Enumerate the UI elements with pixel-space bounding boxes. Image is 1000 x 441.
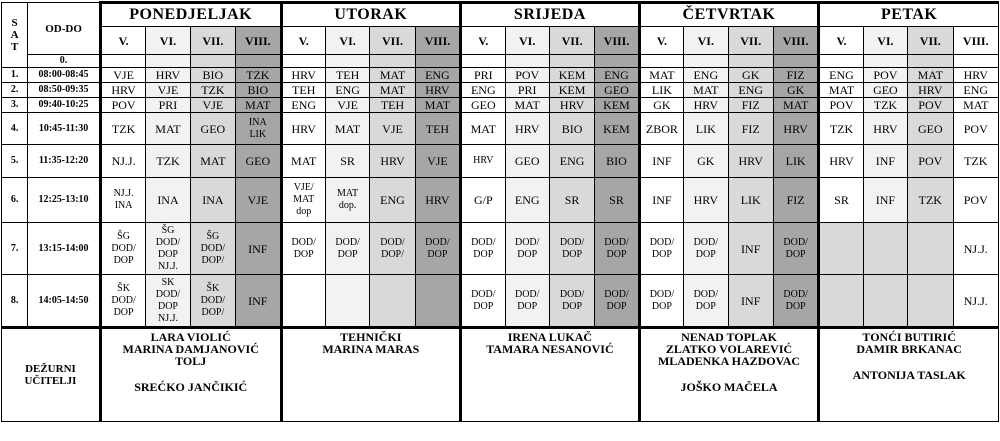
subject-cell: DOD/ DOP	[684, 223, 728, 275]
subject-cell	[325, 275, 369, 328]
subject-cell: VJE	[415, 145, 460, 178]
subject-cell: TEH	[281, 83, 325, 98]
subject-cell: TEH	[370, 98, 415, 113]
subject-cell: MAT	[773, 98, 818, 113]
subject-cell: GEO	[236, 145, 281, 178]
subject-cell: HRV	[505, 113, 549, 145]
period-header: VII.	[908, 27, 953, 55]
period-header: VIII.	[773, 27, 818, 55]
period-number: 3.	[2, 98, 28, 113]
period-number: 8.	[2, 275, 28, 328]
duty-teachers-names: LARA VIOLIĆ MARINA DAMJANOVIĆ TOLJ	[122, 330, 259, 368]
subject-cell: FIZ	[773, 68, 818, 83]
timetable-row	[2, 68, 999, 83]
period-time: 09:40-10:25	[28, 98, 101, 113]
period-time: 10:45-11:30	[28, 113, 101, 145]
period-number: 5.	[2, 145, 28, 178]
subject-cell: TZK	[863, 98, 907, 113]
period-number: 6.	[2, 178, 28, 223]
subject-cell: ENG	[595, 68, 639, 83]
subject-cell: MAT	[953, 98, 999, 113]
day-thursday: ČETVRTAK	[639, 3, 819, 27]
subject-cell	[728, 55, 773, 68]
subject-cell: DOD/ DOP	[639, 223, 683, 275]
subject-cell: BIO	[595, 145, 639, 178]
subject-cell: MAT	[415, 98, 460, 113]
subject-cell: ENG	[953, 83, 999, 98]
subject-cell: SR	[325, 145, 369, 178]
subject-cell: MAT	[370, 83, 415, 98]
period-header: VII.	[190, 27, 235, 55]
subject-cell: KEM	[549, 83, 594, 98]
duty-teachers-names: TONĆI BUTIRIĆ DAMIR BRKANAC	[856, 330, 962, 356]
duty-teachers-cell	[100, 328, 281, 422]
subject-cell: ENG	[819, 68, 863, 83]
duty-teachers-cell	[281, 328, 461, 422]
subject-cell: MAT	[325, 113, 369, 145]
period-header: V.	[281, 27, 325, 55]
period-time: 13:15-14:00	[28, 223, 101, 275]
subject-cell	[595, 55, 639, 68]
subject-cell: POV	[953, 178, 999, 223]
period-number: 7.	[2, 223, 28, 275]
subject-cell	[325, 55, 369, 68]
subject-cell: GEO	[908, 113, 953, 145]
subject-cell: GK	[639, 98, 683, 113]
duty-teachers-cell	[639, 328, 819, 422]
day-friday: PETAK	[819, 3, 999, 27]
duty-teacher-extra: SREĆKO JANČIKIĆ	[134, 380, 248, 394]
period-time: 11:35-12:20	[28, 145, 101, 178]
subject-cell	[639, 55, 683, 68]
subject-cell: HRV	[461, 145, 505, 178]
timetable-row	[2, 178, 999, 223]
subject-cell: INF	[236, 223, 281, 275]
duty-teachers-names: IRENA LUKAČ TAMARA NESANOVIĆ	[486, 330, 614, 356]
subject-cell: POV	[100, 98, 145, 113]
subject-cell	[819, 223, 863, 275]
timetable-row	[2, 55, 999, 68]
subject-cell: DOD/ DOP	[773, 223, 818, 275]
subject-cell: PRI	[505, 83, 549, 98]
subject-cell: HRV	[415, 83, 460, 98]
subject-cell: TZK	[190, 83, 235, 98]
subject-cell: ENG	[728, 83, 773, 98]
subject-cell	[370, 275, 415, 328]
subject-cell: HRV	[146, 68, 190, 83]
subject-cell: HRV	[863, 113, 907, 145]
subject-cell: TZK	[908, 178, 953, 223]
subject-cell: HRV	[100, 83, 145, 98]
subject-cell: INA LIK	[236, 113, 281, 145]
subject-cell	[908, 55, 953, 68]
subject-cell	[908, 223, 953, 275]
subject-cell: DOD/ DOP	[415, 223, 460, 275]
subject-cell	[505, 55, 549, 68]
subject-cell: DOD/ DOP	[595, 275, 639, 328]
subject-cell	[863, 223, 907, 275]
subject-cell: HRV	[728, 145, 773, 178]
subject-cell: TZK	[819, 113, 863, 145]
subject-cell: LIK	[773, 145, 818, 178]
subject-cell: HRV	[908, 83, 953, 98]
duty-teachers-cell	[819, 328, 999, 422]
subject-cell	[549, 55, 594, 68]
subject-cell: BIO	[549, 113, 594, 145]
subject-cell: ŠG DOD/ DOP	[100, 223, 145, 275]
subject-cell: POV	[908, 98, 953, 113]
subject-cell: ENG	[505, 178, 549, 223]
timetable-row	[2, 223, 999, 275]
subject-cell: MAT	[684, 83, 728, 98]
subject-cell: DOD/ DOP	[505, 223, 549, 275]
subject-cell	[461, 55, 505, 68]
subject-cell: INA	[146, 178, 190, 223]
subject-cell: HRV	[370, 145, 415, 178]
subject-cell: DOD/ DOP	[549, 223, 594, 275]
subject-cell: ENG	[325, 83, 369, 98]
period-number: 1.	[2, 68, 28, 83]
subject-cell: GEO	[190, 113, 235, 145]
subject-cell: DOD/ DOP/	[370, 223, 415, 275]
subject-cell: VJE	[325, 98, 369, 113]
subject-cell: INA	[190, 178, 235, 223]
subject-cell: MAT	[190, 145, 235, 178]
subject-cell: INF	[639, 178, 683, 223]
subject-cell	[281, 55, 325, 68]
period-header: VI.	[505, 27, 549, 55]
subject-cell	[190, 55, 235, 68]
period-header: V.	[819, 27, 863, 55]
subject-cell: LIK	[639, 83, 683, 98]
period-header: VII.	[549, 27, 594, 55]
subject-cell: MAT	[281, 145, 325, 178]
subject-cell: MAT	[370, 68, 415, 83]
subject-cell: NJ.J.	[953, 223, 999, 275]
subject-cell: GK	[684, 145, 728, 178]
duty-teacher-extra: ANTONIJA TASLAK	[852, 368, 966, 382]
subject-cell: VJE	[236, 178, 281, 223]
subject-cell: INF	[728, 223, 773, 275]
subject-cell	[281, 275, 325, 328]
subject-cell: INF	[728, 275, 773, 328]
subject-cell: DOD/ DOP	[281, 223, 325, 275]
day-monday: PONEDJELJAK	[100, 3, 281, 27]
subject-cell: DOD/ DOP	[773, 275, 818, 328]
period-header: VI.	[146, 27, 190, 55]
subject-cell: TEH	[415, 113, 460, 145]
subject-cell: INF	[236, 275, 281, 328]
duty-teachers-label: DEŽURNI UČITELJI	[2, 328, 101, 422]
subject-cell	[863, 275, 907, 328]
subject-cell	[863, 55, 907, 68]
subject-cell: PRI	[146, 98, 190, 113]
period-time: 12:25-13:10	[28, 178, 101, 223]
subject-cell: GEO	[863, 83, 907, 98]
subject-cell: POV	[819, 98, 863, 113]
subject-cell: FIZ	[728, 98, 773, 113]
subject-cell: VJE	[190, 98, 235, 113]
subject-cell: KEM	[549, 68, 594, 83]
subject-cell: SR	[595, 178, 639, 223]
period-header: VII.	[728, 27, 773, 55]
subject-cell: INF	[863, 145, 907, 178]
period-header: VI.	[863, 27, 907, 55]
subject-cell	[415, 275, 460, 328]
period-number: 2.	[2, 83, 28, 98]
subject-cell: DOD/ DOP	[461, 275, 505, 328]
subject-cell: FIZ	[773, 178, 818, 223]
subject-cell: DOD/ DOP	[684, 275, 728, 328]
subject-cell: KEM	[595, 98, 639, 113]
timetable	[1, 1, 999, 422]
period-header: V.	[100, 27, 145, 55]
period-header: VIII.	[236, 27, 281, 55]
subject-cell: ENG	[461, 83, 505, 98]
subject-cell: LIK	[684, 113, 728, 145]
duty-teachers-names: TEHNIČKI MARINA MARAS	[322, 330, 420, 356]
subject-cell: SK DOD/ DOP NJ.J.	[146, 275, 190, 328]
subject-cell	[908, 275, 953, 328]
subject-cell: VJE	[370, 113, 415, 145]
subject-cell: NJ.J. INA	[100, 178, 145, 223]
period-header: VIII.	[595, 27, 639, 55]
subject-cell: NJ.J.	[953, 275, 999, 328]
subject-cell: MAT	[819, 83, 863, 98]
subject-cell: HRV	[684, 98, 728, 113]
subject-cell: MAT dop.	[325, 178, 369, 223]
subject-cell: ŠK DOD/ DOP	[100, 275, 145, 328]
day-wednesday: SRIJEDA	[461, 3, 640, 27]
duty-teachers-cell	[461, 328, 640, 422]
subject-cell: TZK	[100, 113, 145, 145]
subject-cell: DOD/ DOP	[325, 223, 369, 275]
timetable-row	[2, 83, 999, 98]
subject-cell	[953, 55, 999, 68]
subject-cell: MAT	[639, 68, 683, 83]
subject-cell: POV	[908, 145, 953, 178]
subject-cell: DOD/ DOP	[549, 275, 594, 328]
subject-cell: GEO	[505, 145, 549, 178]
timetable-row	[2, 145, 999, 178]
period-number: 0.	[28, 55, 101, 68]
subject-cell: MAT	[908, 68, 953, 83]
subject-cell: SR	[819, 178, 863, 223]
subject-cell: ZBOR	[639, 113, 683, 145]
period-time: 14:05-14:50	[28, 275, 101, 328]
subject-cell	[684, 55, 728, 68]
subject-cell: HRV	[773, 113, 818, 145]
period-header: VIII.	[415, 27, 460, 55]
subject-cell: DOD/ DOP	[639, 275, 683, 328]
subject-cell: TZK	[953, 145, 999, 178]
subject-cell: VJE/ MAT dop	[281, 178, 325, 223]
subject-cell: TEH	[325, 68, 369, 83]
subject-cell: POV	[863, 68, 907, 83]
period-header: VI.	[325, 27, 369, 55]
subject-cell: BIO	[236, 83, 281, 98]
period-header: V.	[461, 27, 505, 55]
subject-cell: GEO	[461, 98, 505, 113]
day-tuesday: UTORAK	[281, 3, 461, 27]
subject-cell: ENG	[370, 178, 415, 223]
period-time: 08:00-08:45	[28, 68, 101, 83]
subject-cell: HRV	[281, 113, 325, 145]
period-header: VIII.	[953, 27, 999, 55]
subject-cell: POV	[505, 68, 549, 83]
subject-cell	[819, 275, 863, 328]
period-time: 08:50-09:35	[28, 83, 101, 98]
subject-cell: HRV	[281, 68, 325, 83]
subject-cell: ENG	[549, 145, 594, 178]
sat-header: S A T	[2, 3, 28, 68]
subject-cell: POV	[953, 113, 999, 145]
subject-cell: BIO	[190, 68, 235, 83]
subject-cell: ENG	[281, 98, 325, 113]
subject-cell	[100, 55, 145, 68]
subject-cell: DOD/ DOP	[461, 223, 505, 275]
subject-cell	[819, 55, 863, 68]
subject-cell: HRV	[549, 98, 594, 113]
subject-cell: MAT	[461, 113, 505, 145]
duty-teachers-names: NENAD TOPLAK ZLATKO VOLAREVIĆ MLADENKA HAZDOVAC	[657, 330, 801, 368]
timetable-row	[2, 275, 999, 328]
timetable-row	[2, 113, 999, 145]
subject-cell: INF	[639, 145, 683, 178]
subject-cell	[236, 55, 281, 68]
subject-cell: TZK	[146, 145, 190, 178]
subject-cell: HRV	[819, 145, 863, 178]
subject-cell: DOD/ DOP	[595, 223, 639, 275]
subject-cell: ENG	[415, 68, 460, 83]
subject-cell: G/P	[461, 178, 505, 223]
subject-cell: HRV	[684, 178, 728, 223]
subject-cell: GK	[773, 83, 818, 98]
subject-cell: TZK	[236, 68, 281, 83]
subject-cell: HRV	[953, 68, 999, 83]
subject-cell	[415, 55, 460, 68]
subject-cell: INF	[863, 178, 907, 223]
subject-cell: ENG	[684, 68, 728, 83]
subject-cell: FIZ	[728, 113, 773, 145]
subject-cell: NJ.J.	[100, 145, 145, 178]
subject-cell: MAT	[236, 98, 281, 113]
period-number: 4.	[2, 113, 28, 145]
subject-cell: SR	[549, 178, 594, 223]
subject-cell: MAT	[505, 98, 549, 113]
subject-cell: GEO	[595, 83, 639, 98]
subject-cell: VJE	[100, 68, 145, 83]
subject-cell: LIK	[728, 178, 773, 223]
subject-cell: ŠG DOD/ DOP NJ.J.	[146, 223, 190, 275]
subject-cell	[146, 55, 190, 68]
subject-cell: KEM	[595, 113, 639, 145]
subject-cell: MAT	[146, 113, 190, 145]
subject-cell	[370, 55, 415, 68]
subject-cell: VJE	[146, 83, 190, 98]
period-header: V.	[639, 27, 683, 55]
subject-cell: DOD/ DOP	[505, 275, 549, 328]
subject-cell: PRI	[461, 68, 505, 83]
subject-cell: ŠG DOD/ DOP/	[190, 223, 235, 275]
timetable-row	[2, 98, 999, 113]
period-header: VI.	[684, 27, 728, 55]
subject-cell: HRV	[415, 178, 460, 223]
od-do-header: OD-DO	[28, 3, 101, 55]
duty-teacher-extra: JOŠKO MAČELA	[680, 380, 778, 394]
period-header: VII.	[370, 27, 415, 55]
subject-cell: ŠK DOD/ DOP/	[190, 275, 235, 328]
subject-cell	[773, 55, 818, 68]
subject-cell: GK	[728, 68, 773, 83]
